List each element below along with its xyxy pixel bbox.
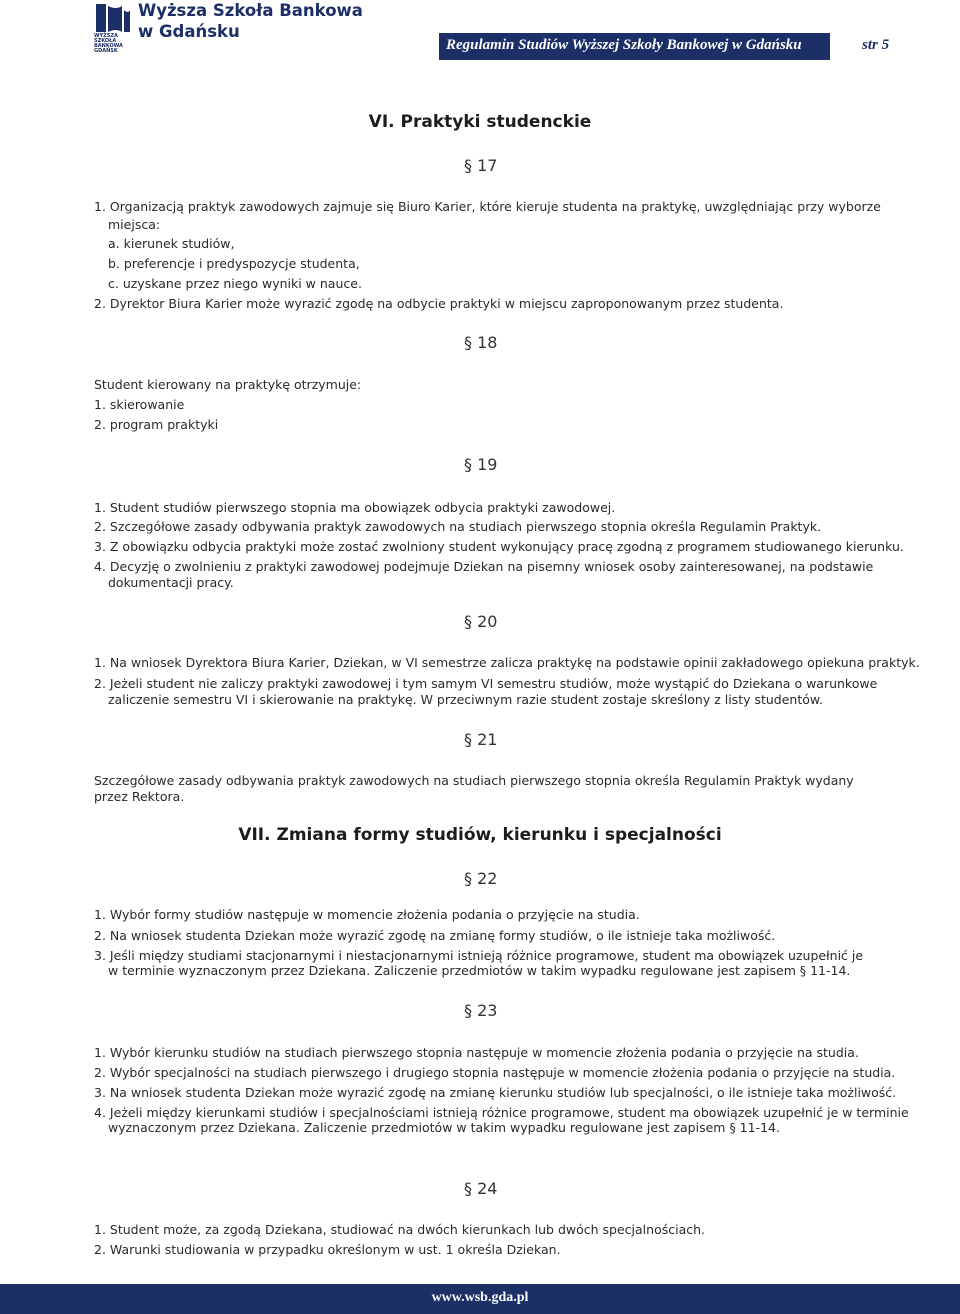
paragraph-23-heading: § 23 <box>464 1001 498 1020</box>
logo-mark-text: WYŻSZA SZKOŁA BANKOWA GDAŃSK <box>94 33 123 54</box>
paragraph-21-heading: § 21 <box>464 730 498 749</box>
p23-item-4-cont: wyznaczonym przez Dziekana. Zaliczenie przedmiotów w takim wypadku regulowane jest zapisem § 11-14. <box>108 1120 780 1135</box>
p17-item-1-cont: miejsca: <box>108 217 161 232</box>
p23-item-3: 3. Na wniosek studenta Dziekan może wyrazić zgodę na zmianę kierunku studiów lub specjalności, o ile istnieje taka możliwość. <box>94 1085 897 1100</box>
p23-item-4: 4. Jeżeli między kierunkami studiów i specjalnościami istnieją różnice programowe, student ma obowiązek uzupełnić je w terminie <box>94 1105 909 1120</box>
logo-name-line1: Wyższa Szkoła Bankowa <box>138 1 363 20</box>
p17-item-b: b. preferencje i predyspozycje studenta, <box>108 256 360 271</box>
p18-item-2: 2. program praktyki <box>94 417 219 432</box>
p24-item-2: 2. Warunki studiowania w przypadku określonym w ust. 1 określa Dziekan. <box>94 1242 561 1257</box>
p19-item-1: 1. Student studiów pierwszego stopnia ma obowiązek odbycia praktyki zawodowej. <box>94 500 616 515</box>
p20-item-2-cont: zaliczenie semestru VI i skierowanie na praktykę. W przeciwnym razie student zostaje skreślony z listy studentów. <box>108 692 823 707</box>
paragraph-22-heading: § 22 <box>464 869 498 888</box>
p22-item-3-cont: w terminie wyznaczonym przez Dziekana. Zaliczenie przedmiotów w takim wypadku regulowane jest zapisem § 11-14. <box>108 963 851 978</box>
p18-intro: Student kierowany na praktykę otrzymuje: <box>94 377 362 392</box>
paragraph-24-heading: § 24 <box>464 1179 498 1198</box>
p24-item-1: 1. Student może, za zgodą Dziekana, studiować na dwóch kierunkach lub dwóch specjalnościach. <box>94 1222 705 1237</box>
logo-name-line2: w Gdańsku <box>138 22 240 41</box>
p19-item-3: 3. Z obowiązku odbycia praktyki może zostać zwolniony student wykonujący pracę zgodną z programem studiowanego kierunku. <box>94 539 904 554</box>
p19-item-4-cont: dokumentacji pracy. <box>108 575 234 590</box>
paragraph-17-heading: § 17 <box>464 156 498 175</box>
p18-item-1: 1. skierowanie <box>94 397 185 412</box>
p20-item-2: 2. Jeżeli student nie zaliczy praktyki zawodowej i tym samym VI semestru studiów, może wystąpić do Dziekana o warunkowe <box>94 676 878 691</box>
p17-item-1: 1. Organizacją praktyk zawodowych zajmuje się Biuro Karier, które kieruje studenta na praktykę, uwzględniając przy wyborze <box>94 199 881 214</box>
page-number: str 5 <box>862 37 890 53</box>
p19-item-4: 4. Decyzję o zwolnieniu z praktyki zawodowej podejmuje Dziekan na pisemny wniosek osoby zainteresowanej, na podstawie <box>94 559 874 574</box>
p22-item-1: 1. Wybór formy studiów następuje w momencie złożenia podania o przyjęcie na studia. <box>94 907 640 922</box>
paragraph-20-heading: § 20 <box>464 612 498 631</box>
p23-item-1: 1. Wybór kierunku studiów na studiach pierwszego stopnia następuje w momencie złożenia podania o przyjęcie na studia. <box>94 1045 859 1060</box>
chapter-6-heading: VI. Praktyki studenckie <box>368 112 592 132</box>
p21-text-cont: przez Rektora. <box>94 789 185 804</box>
document-title: Regulamin Studiów Wyższej Szkoły Bankowej w Gdańsku <box>446 37 802 53</box>
paragraph-18-heading: § 18 <box>464 333 498 352</box>
p17-item-c: c. uzyskane przez niego wyniki w nauce. <box>108 276 362 291</box>
paragraph-19-heading: § 19 <box>464 455 498 474</box>
p17-item-2: 2. Dyrektor Biura Karier może wyrazić zgodę na odbycie praktyki w miejscu zaproponowanym przez studenta. <box>94 296 784 311</box>
p22-item-2: 2. Na wniosek studenta Dziekan może wyrazić zgodę na zmianę formy studiów, o ile istnieje taka możliwość. <box>94 928 776 943</box>
p19-item-2: 2. Szczegółowe zasady odbywania praktyk zawodowych na studiach pierwszego stopnia określa Regulamin Praktyk. <box>94 519 822 534</box>
p21-text: Szczegółowe zasady odbywania praktyk zawodowych na studiach pierwszego stopnia określa Regulamin Praktyk wydany <box>94 773 854 788</box>
p22-item-3: 3. Jeśli między studiami stacjonarnymi i niestacjonarnymi istnieją różnice programowe, student ma obowiązek uzupełnić je <box>94 948 864 963</box>
p17-item-a: a. kierunek studiów, <box>108 236 235 251</box>
p20-item-1: 1. Na wniosek Dyrektora Biura Karier, Dziekan, w VI semestrze zalicza praktykę na podstawie opinii zakładowego opiekuna praktyk. <box>94 655 920 670</box>
p23-item-2: 2. Wybór specjalności na studiach pierwszego i drugiego stopnia następuje w momencie złożenia podania o przyjęcie na studia. <box>94 1065 896 1080</box>
chapter-7-heading: VII. Zmiana formy studiów, kierunku i specjalności <box>238 825 722 845</box>
footer-website-link[interactable]: www.wsb.gda.pl <box>431 1290 529 1305</box>
